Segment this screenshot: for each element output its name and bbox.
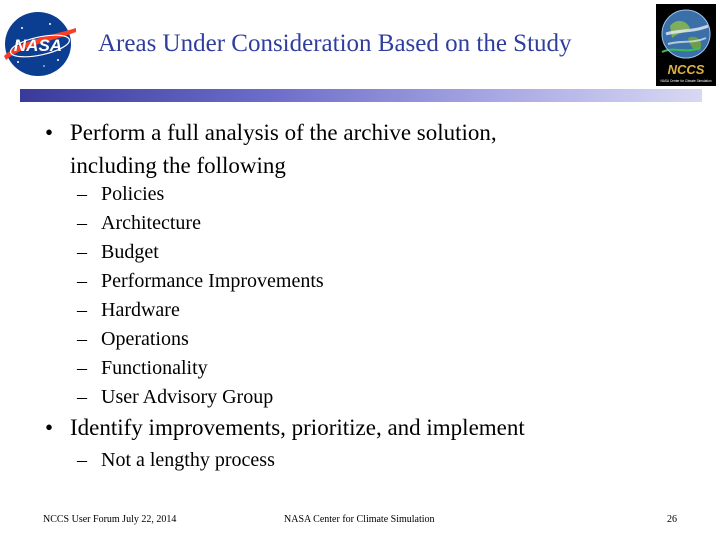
nasa-meatball-icon: [0, 10, 80, 78]
bullet-text: Perform a full analysis of the archive solution,: [70, 120, 497, 145]
sub-bullet-dash: –: [77, 328, 87, 350]
sub-bullet-dash: –: [77, 241, 87, 263]
sub-bullet-dash: –: [77, 270, 87, 292]
page-number: 26: [667, 514, 677, 525]
title-divider: [20, 89, 702, 102]
sub-bullet-text: Policies: [101, 183, 165, 205]
sub-bullet-text: Hardware: [101, 299, 180, 321]
sub-bullet-text: Functionality: [101, 357, 208, 379]
footer-center-text: NASA Center for Climate Simulation: [284, 514, 435, 525]
nccs-logo: [656, 4, 716, 86]
nasa-logo: [0, 10, 80, 78]
bullet-text-line2: including the following: [70, 153, 286, 178]
nccs-logo-subtext: NASA Center for Climate Simulation: [660, 79, 712, 83]
sub-bullet-text: Architecture: [101, 212, 201, 234]
nasa-logo-text: NASA: [13, 36, 63, 55]
footer-left-text: NCCS User Forum July 22, 2014: [43, 514, 177, 525]
sub-bullet-dash: –: [77, 299, 87, 321]
bullet-dot: •: [45, 120, 54, 145]
sub-bullet-text: Operations: [101, 328, 189, 350]
sub-bullet-dash: –: [77, 212, 87, 234]
slide-title: Areas Under Consideration Based on the Study: [98, 30, 572, 57]
nccs-logo-text: NCCS: [667, 62, 705, 77]
bullet-dot: •: [45, 415, 54, 440]
sub-bullet-text: Not a lengthy process: [101, 449, 275, 471]
sub-bullet-text: User Advisory Group: [101, 386, 274, 408]
bullet-text: Identify improvements, prioritize, and implement: [70, 415, 525, 440]
sub-bullet-text: Performance Improvements: [101, 270, 324, 292]
sub-bullet-dash: –: [77, 449, 87, 471]
sub-bullet-dash: –: [77, 357, 87, 379]
nccs-earth-icon: [656, 4, 716, 86]
sub-bullet-dash: –: [77, 386, 87, 408]
sub-bullet-text: Budget: [101, 241, 159, 263]
sub-bullet-dash: –: [77, 183, 87, 205]
